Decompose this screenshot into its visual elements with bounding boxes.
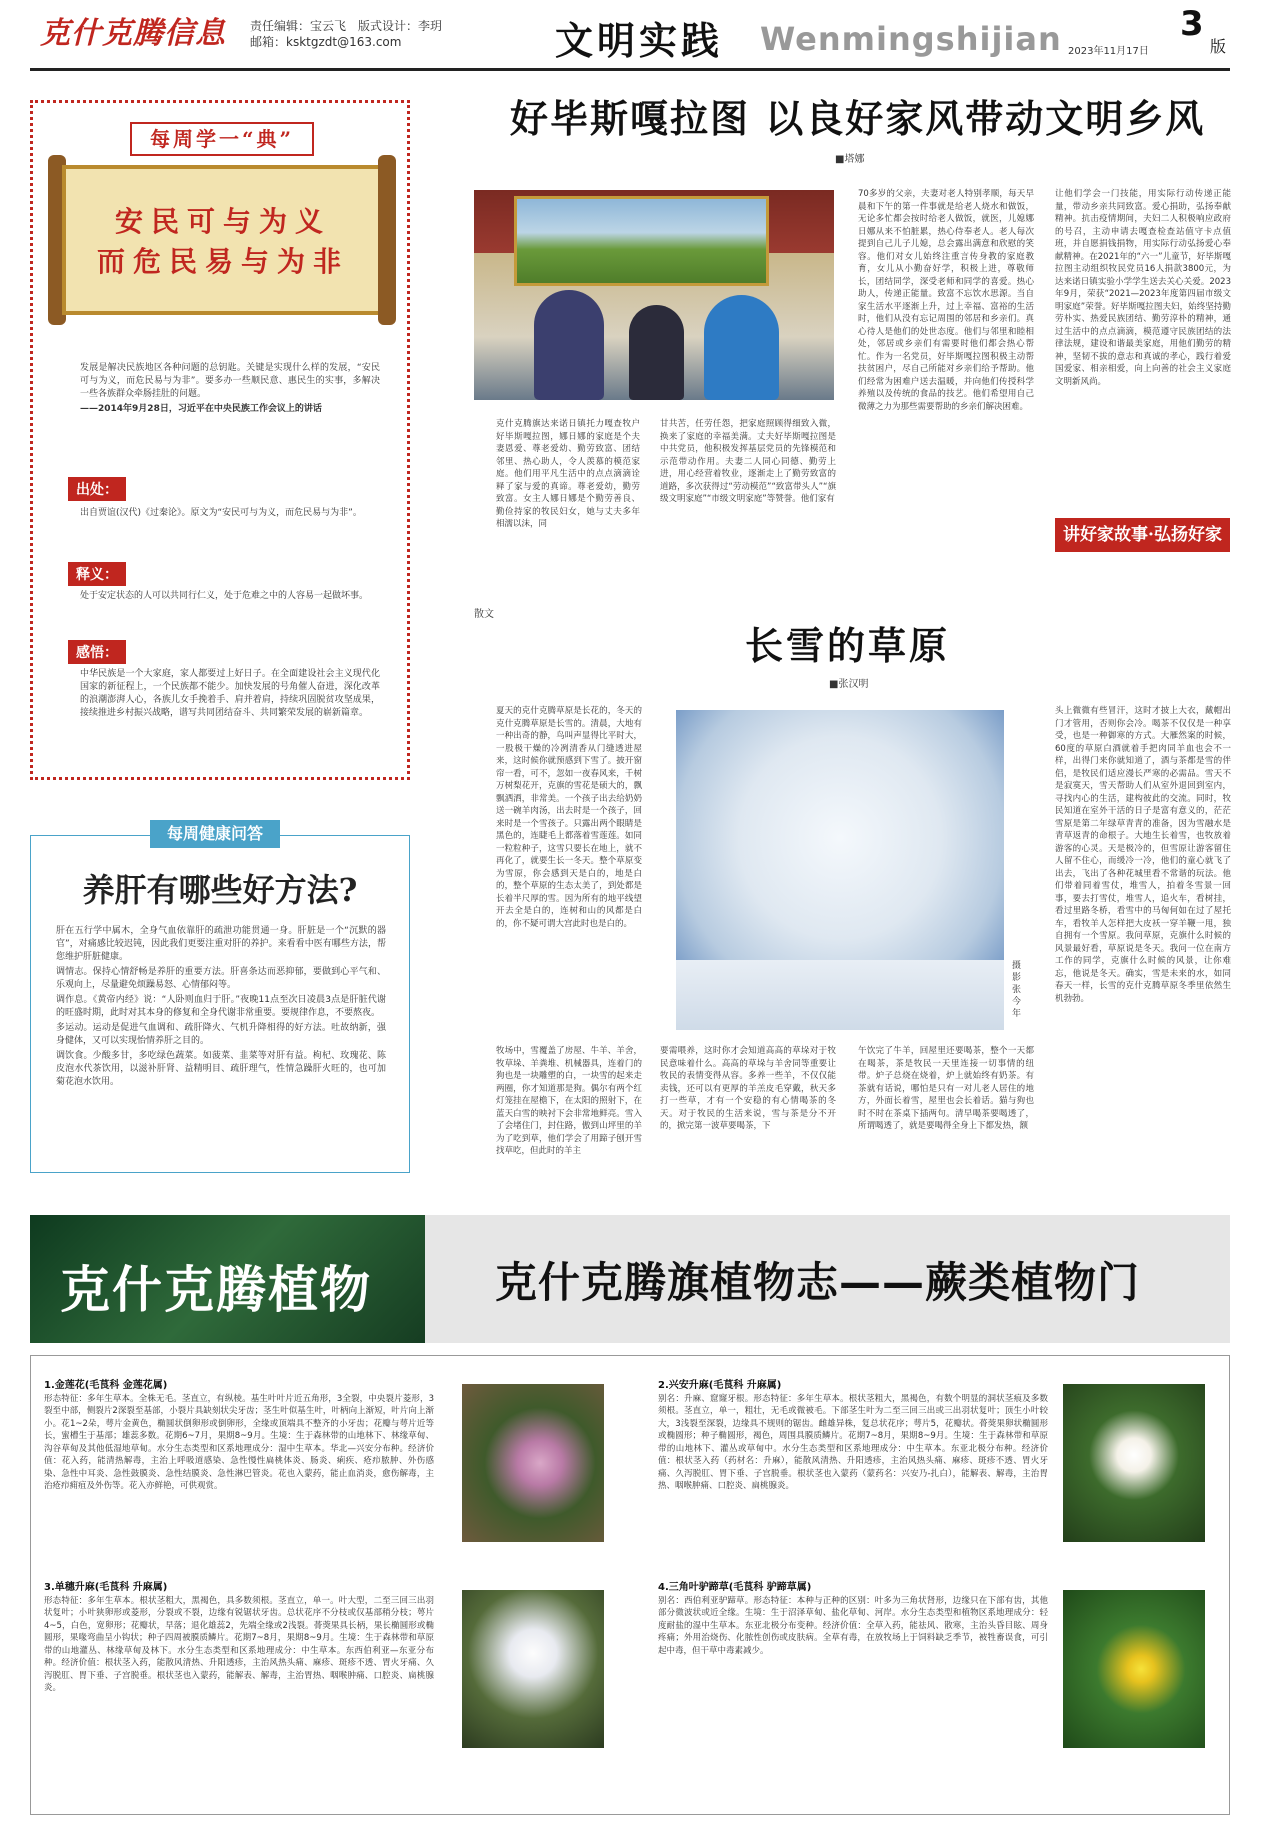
health-paragraph: 肝在五行学中属木，全身气血依靠肝的疏泄功能贯通一身。肝脏是一个“沉默的器官”，对痛感比较迟钝，因此我们更要注重对肝的养护。来看看中医有哪些方法，帮您维护肝脏健康。: [56, 926, 386, 962]
plant-name: 3.单穗升麻(毛茛科 升麻属): [44, 1582, 168, 1593]
plant-description: 别名：西伯利亚驴蹄草。形态特征：本种与正种的区别：叶多为三角状肾形，边缘只在下部有齿，其他部分微波状或近全缘。生境：生于沼泽草甸、盐化草甸、河岸。水分生态类型和植物区系地理成分：轻度耐盐的湿中生草本。东亚北极分布变种。经济价值：全草入药，能祛风、散寒，主治头昏目眩、周身疼痛；外用治烧伤、化脓性创伤或皮肤病。全草有毒，在放牧场上于饲料缺乏季节，被牲畜误食，可引起中毒，但干草中毒素减少。: [658, 1595, 1048, 1656]
editor-credit: 责任编辑：宝云飞 版式设计：李玥: [250, 19, 443, 33]
lead-article-column: 让他们学会一门技能，用实际行动传递正能量，带动乡亲共同致富。爱心捐助，弘扬奉献精神。抗击疫情期间，夫妇二人积极响应政府的号召，主动申请去嘎查检查站值守卡点值班，并自愿捐钱捐物，用实际行动弘扬爱心奉献精神。在2021年的“六一”儿童节，好毕斯嘎拉图主动组织牧民党员16人捐款3800元，为达来诺日镇实验小学学生送去关心关爱。2023年9月，荣获“2021—2023年度第四届市级文明家庭”荣誉。好毕斯嘎拉图夫妇，始终坚持勤劳朴实、热爱民族团结、勤劳淳朴的精神，通过生活中的点点滴滴，模范遵守民族团结的法律法规，建设和谐最美家庭，用他们勤劳的精神，坚韧不拔的意志和真诚的孝心，践行着爱国爱家、相亲相爱，向上向善的社会主义家庭文明新风尚。: [1055, 189, 1231, 387]
plant-entry: [658, 1582, 1048, 1657]
essay-column: 要需喂养，这时你才会知道高高的草垛对于牧民意味着什么。高高的草垛与羊舍同等重要让牧民的表情变得从容。多养一些羊，不仅仅能卖钱，还可以有更厚的羊羔皮毛穿戴，秋天多打一些草，才有一个安稳的有心情喝茶的冬天。对于牧民的生活来说，雪与茶是分不开的，掀完第一波草要喝茶，下: [660, 1046, 836, 1131]
family-values-banner: 讲好家故事·弘扬好家风: [1055, 518, 1230, 552]
essay-title: 长雪的草原: [745, 623, 951, 668]
plant-name: 1.金莲花(毛茛科 金莲花属): [44, 1380, 168, 1391]
health-body: [56, 925, 386, 1091]
health-title: 养肝有哪些好方法?: [82, 871, 358, 909]
quote-line-2: 而危民易与为非: [96, 245, 349, 278]
snow-tree-photo: [676, 710, 1004, 1030]
section-title: 文明实践: [555, 18, 724, 63]
photo-credit: 摄影 张今年: [1012, 961, 1022, 1019]
top-rule: [30, 68, 1230, 71]
weekly-quote-tab: 每周学一“典”: [130, 122, 314, 156]
newspaper-logo: 克什克腾信息: [40, 16, 226, 51]
health-paragraph: 调饮食。少酸多甘，多吃绿色蔬菜。如菠菜、韭菜等对肝有益。枸杞、玫瑰花、陈皮泡水代茶饮用，以滋补肝肾、益精明目、疏肝理气，性情急躁肝火旺的，也可加菊花泡水饮用。: [56, 1051, 386, 1087]
plant-photo-golden-lotus: [462, 1384, 604, 1542]
essay-byline: ■张汉明: [829, 679, 869, 690]
lead-article-column: 克什克腾旗达来诺日镇托力嘎查牧户好毕斯嘎拉图，娜日娜的家庭是个夫妻恩爱、尊老爱幼、勤劳致富、团结邻里、热心助人，令人羡慕的模范家庭。他们用平凡生活中的点点滴滴诠释了家与爱的真谛。尊老爱幼，勤劳致富。女主人娜日娜是个勤劳善良、勤俭持家的牧民妇女，她与丈夫多年相濡以沫，同: [496, 419, 640, 529]
lead-article-column: 甘共苦，任劳任怨，把家庭照顾得细致入微，换来了家庭的幸福美满。丈夫好毕斯嘎拉图是中共党员，他积极发挥基层党员的先锋模范和示范带动作用。夫妻二人同心同德、勤劳上进，用心经营着牧业，逐渐走上了勤劳致富的道路，多次获得过“劳动模范”“致富带头人”“旗级文明家庭”“市级文明家庭”等赞誉。他们家有: [660, 419, 836, 504]
essay-column: 牧场中，雪覆盖了房屋、牛羊、羊舍，牧草垛、羊粪堆、机械器具，连着门的狗也是一块雕塑的白，一块雪的起来走两圈，你才知道那是狗。偶尔有两个红灯笼挂在屋檐下，在太阳的照射下，在蓝天白雪的映衬下会非常地鲜亮。雪入了会堵住门，封住路，傲到山坪里的羊为了吃到草，他们学会了用蹄子刨开雪找草吃，但此时的羊主: [496, 1046, 642, 1156]
lead-article-column: 70多岁的父亲，夫妻对老人特别孝顺，每天早晨和下午的第一件事就是给老人烧水和做饭，无论多忙都会按时给老人做饭，就医，儿媳娜日娜从来不怕脏累，热心侍奉老人。老人每次提到自己儿子儿媳，总会露出满意和欣慰的笑容。他们对女儿始终注重言传身教的家庭教育，女儿从小勤奋好学，积极上进，尊敬师长，团结同学，深受老师和同学的喜爱。热心助人，传递正能量。致富不忘饮水思源。当自家生活水平逐渐上升，过上幸福、富裕的生活时，他们从没有忘记周围的邻居和乡亲们。真心待人是他们的处世态度。他们与邻里和睦相处，邻居或乡亲们有需要时他们都会热心帮忙。作为一名党员，好毕斯嘎拉图积极主动帮扶贫困户，尽自己所能对乡亲们给予帮助。他们经常为困难户送去温暖，并向他们传授科学养殖以及传统的食品的技艺。他们希望用自己微薄之力为那些需要帮助的乡亲们解决困难。: [858, 189, 1034, 412]
plant-description: 别名：升麻、窟窿牙根。形态特征：多年生草本。根状茎粗大，黑褐色，有数个明显的洞状茎痕及多数须根。茎直立，单一，粗壮，无毛或微被毛。下部茎生叶为二至三回三出或三出羽状复叶；顶生小叶较大，3浅裂至深裂，边缘具不规则的锯齿。雌雄异株，复总状花序；萼片5，花瓣状。蓇葖果卵状椭圆形或椭圆形；种子椭圆形，褐色，周围具膜质鳞片。花期7~8月，果期8~9月。生境：生于森林带和草原带的山地林下、灌丛或草甸中。水分生态类型和区系地理成分：中生草本。东亚北极分布种。经济价值：根状茎入药（药材名：升麻），能散风清热、升阳透疹，主治风热头痛、麻疹、斑疹不透、胃火牙痛、久泻脱肛、胃下垂、子宫脱垂。根状茎也入蒙药（蒙药名：兴安乃-扎白），能解表、解毒，主治胃热、咽喉肿痛、口腔炎、扁桃腺炎。: [658, 1393, 1048, 1491]
origin-text: 出自贾谊(汉代)《过秦论》。原文为“安民可与为义，而危民易与为非”。: [80, 508, 362, 518]
section-pinyin: Wenmingshijian: [760, 20, 1062, 58]
health-paragraph: 调情志。保持心情舒畅是养肝的重要方法。肝喜条达而恶抑郁，要做到心平气和、乐观向上，尽量避免烦躁易怒、心情郁闷等。: [56, 967, 386, 990]
page-suffix: 版: [1210, 37, 1227, 56]
page-number: 3: [1180, 4, 1204, 44]
editor-email: 邮箱：ksktgzdt@163.com: [250, 35, 402, 49]
photo-person-father: [534, 290, 604, 400]
essay-column: 夏天的克什克腾草原是长花的，冬天的克什克腾草原是长雪的。清晨，大地有一种出奇的静，鸟叫声显得比平时大，一股极干燥的冷冽清香从门缝透进屋来，这时候你就预感到下雪了。披开窗帘一看，可不，忽如一夜春风来，千树万树梨花开，克旗的雪花是硕大的，飘飘洒洒，非常美。一个孩子出去给奶奶送一碗羊肉汤，出去时是一个孩子，回来时是一个雪孩子。只露出两个眼睛是黑色的，连睫毛上都落着雪莲莲。如同一粒粒种子，这雪只要长在地上，就不再化了，就要生长一冬天。整个草原变为雪原，你会感到天是白的，地是白的，整个草原的生态太美了，到处都是长着半尺厚的雪。因为所有的地平线望开去全是白的，连树和山的风都是白的，你不疑可谓大宫此时也是白的。: [496, 706, 642, 929]
plant-photo-caltha: [1063, 1590, 1205, 1748]
insight-text: 中华民族是一个大家庭，家人都要过上好日子。在全面建设社会主义现代化国家的新征程上，一个民族都不能少。加快发展的号角催人奋进，深化改革的浪潮澎湃人心，各族儿女手挽着手、肩并着肩，持续巩固脱贫攻坚成果，接续推进乡村振兴战略，谱写共同团结奋斗、共同繁荣发展的崭新篇章。: [80, 669, 380, 718]
health-paragraph: 多运动。运动是促进气血调和、疏肝降火、气机升降相得的好方法。吐故纳新，强身健体，又可以实现怡情养肝之目的。: [56, 1023, 386, 1046]
photo-person-daughter: [629, 305, 684, 400]
insight-label: 感悟：: [68, 640, 126, 664]
lead-article-title: 好毕斯嘎拉图 以良好家风带动文明乡风: [510, 96, 1206, 141]
quote-intro-text: 发展是解决民族地区各种问题的总钥匙。关键是实现什么样的发展，“安民可与为义，而危民易与为非”。要多办一些顺民意、惠民生的实事，多解决一些各族群众牵肠挂肚的问题。: [80, 363, 380, 399]
quote-line-1: 安民可与为义: [114, 205, 331, 238]
essay-column: 头上微微有些冒汗，这时才披上大衣，戴帽出门才管用，否则你会冷。喝茶不仅仅是一种享受，也是一种御寒的方式。大雁然案的时候，60度的草原白酒就着手把肉同羊血也会不一样，出得门来你就知道了，酒与茶都是雪的伴侣，是牧民们适应漫长严寒的必需品。雪天不是寂寞天，雪天帮助人们从室外退回到室内，寻找内心的生活，建构彼此的交流。同时，牧民知道在室外干活的日子是富有意义的，茫茫雪原是第二年绿草青青的准备，因为雪融水是青草返青的命根子。大地生长着雪，也牧放着游客的心灵。天是极冷的，但雪原让游客留住人留不住心，而缓冷一冷，他们的童心就飞了出去，飞出了各种花城里看不常谐的玩法。他们带着同着雪仗，堆雪人，拍着冬雪景一回事，要去打雪仗，堆雪人，追火车，看树挂，看过里路冬桥，看雪中的马匈何如在过了屋托车，看牧羊人怎样把大皮袄一穿羊鞭一甩，独自拥有一个雪原。我问草原，克旗什么时候的风景最好看，草原说是冬天。我问一位在南方工作的同学，克旗什么时候的风景，让你难忘，他说是冬天。确实，雪是未来的水，如同春天一样，长雪的克什克腾草原冬季里依然生机勃勃。: [1055, 706, 1231, 1004]
snow-ground: [676, 960, 1004, 1030]
plant-banner-title: 克什克腾植物: [60, 1260, 372, 1319]
health-qa-tab: 每周健康问答: [150, 820, 280, 848]
health-paragraph: 调作息。《黄帝内经》说：“人卧则血归于肝。”夜晚11点至次日凌晨3点是肝脏代谢的旺盛时期，此时对其本身的修复和全身代谢非常重要。要规律作息，不要熬夜。: [56, 995, 386, 1018]
essay-column: 午饮完了牛羊，回屋里还要喝茶，整个一天都在喝茶，茶是牧民一天里连接一切事情的纽带。炉子总烧在烧着，炉上就始终有奶茶。有茶就有话说，哪怕是只有一对儿老人居住的地方，外面长着雪，屋里也会长着话。猫与狗也时不时在茶桌下插两句。清早喝茶要喝透了，所谓喝透了，就是要喝得全身上下都发热，额: [858, 1046, 1034, 1131]
meaning-label: 释义：: [68, 562, 126, 586]
plant-entry: [658, 1380, 1048, 1493]
wall-painting: [514, 196, 769, 286]
plant-banner-subtitle: 克什克腾旗植物志——蕨类植物门: [495, 1258, 1141, 1307]
meaning-text: 处于安定状态的人可以共同行仁义，处于危难之中的人容易一起做坏事。: [80, 591, 369, 601]
origin-label: 出处：: [68, 477, 126, 501]
masthead-info: [250, 18, 442, 50]
plant-name: 4.三角叶驴蹄草(毛茛科 驴蹄草属): [658, 1582, 812, 1593]
plant-name: 2.兴安升麻(毛茛科 升麻属): [658, 1380, 782, 1391]
plant-entry: [44, 1380, 434, 1493]
essay-tag: 散文: [474, 609, 494, 620]
plant-description: 形态特征：多年生草本。根状茎粗大，黑褐色，具多数须根。茎直立，单一。叶大型，二至三回三出羽状复叶；小叶狭卵形或菱形，分裂或不裂，边缘有锐锯状牙齿。总状花序不分枝或仅基部稍分枝；萼片4~5，白色，宽卵形；花瓣状，早落；退化雄蕊2，先端全缘或2浅裂。蓇葖果具长柄，果长椭圆形或椭圆形，果喙弯曲呈小钩状；种子四周被膜质鳞片。花期7~8月，果期8~9月。生境：生于森林带和草原带的山地灌丛、林缘草甸及林下。水分生态类型和区系地理成分：中生草本。东西伯利亚—东亚分布种。经济价值：根状茎入药，能散风清热、升阳透疹，主治风热头痛、麻疹、斑疹不透、胃火牙痛、久泻脱肛、胃下垂、子宫脱垂。根状茎也入蒙药，能解表、解毒，主治胃热、咽喉肿痛、口腔炎、扁桃腺炎。: [44, 1595, 434, 1693]
issue-date: 2023年11月17日: [1068, 46, 1149, 57]
quote-source: ——2014年9月28日，习近平在中央民族工作会议上的讲话: [80, 404, 322, 414]
plant-photo-cimicifuga: [1063, 1384, 1205, 1542]
plant-entry: [44, 1582, 434, 1695]
photo-person-mother: [704, 295, 779, 400]
lead-article-byline: ■塔娜: [835, 154, 865, 165]
quote-intro: [80, 362, 380, 418]
plant-photo-simplex-cimicifuga: [462, 1590, 604, 1748]
plant-description: 形态特征：多年生草本。全株无毛。茎直立，有纵棱。基生叶叶片近五角形，3全裂，中央裂片菱形，3裂至中部，侧裂片2深裂至基部，小裂片具缺刻状尖牙齿；茎生叶似基生叶，叶柄向上渐短，叶片向上渐小。花1~2朵，萼片金黄色，椭圆状倒卵形或倒卵形，全缘或顶端具不整齐的小牙齿；花瓣与萼片近等长，蜜槽生于基部；雄蕊多数。花期6~7月，果期8~9月。生境：生于森林带的山地林下、林缘草甸、沟谷草甸及其他低湿地草甸。水分生态类型和区系地理成分：湿中生草本。华北—兴安分布种。经济价值：花入药，能清热解毒，主治上呼吸道感染、急性慢性扁桃体炎、肠炎、痢疾、疮疖脓肿、外伤感染、急性中耳炎、急性鼓膜炎、急性结膜炎、急性淋巴管炎。花也入蒙药，能止血消炎，愈伤解毒，主治疮疖痈疽及外伤等。花入亦鲜艳，可供观赏。: [44, 1393, 434, 1491]
